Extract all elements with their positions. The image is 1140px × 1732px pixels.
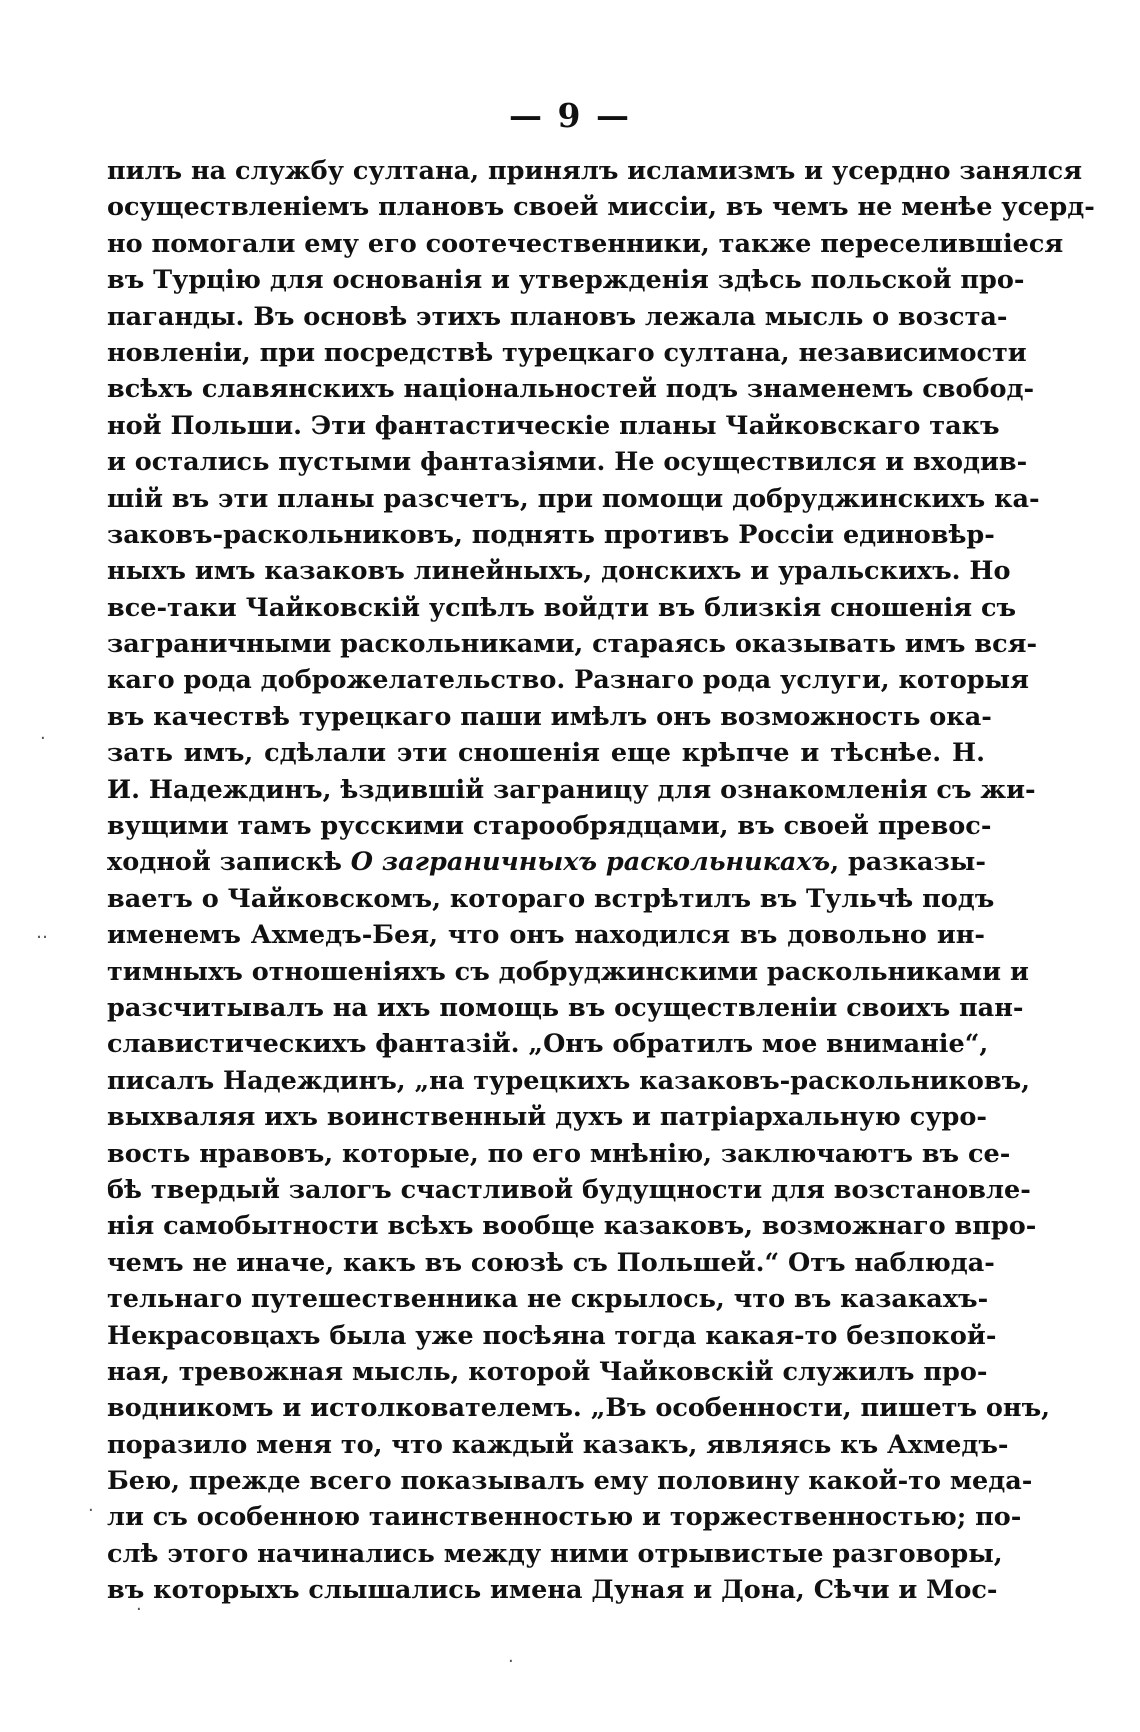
text-line: ной Польши. Эти фантастическіе планы Чайковскаго такъ xyxy=(107,410,1000,441)
page-number: — 9 — xyxy=(509,96,631,135)
text-line: поразило меня то, что каждый казакъ, являясь къ Ахмедъ- xyxy=(107,1429,1009,1460)
text-line: ваетъ о Чайковскомъ, котораго встрѣтилъ въ Тульчѣ подъ xyxy=(107,883,995,914)
text-line: но помогали ему его соотечественники, также переселившіеся xyxy=(107,228,1064,259)
text-line: чемъ не иначе, какъ въ союзѣ съ Польшей.“ Отъ наблюда- xyxy=(107,1247,995,1278)
text-line: вость нравовъ, которые, по его мнѣнію, заключаютъ въ се- xyxy=(107,1138,1011,1169)
text-line: ная, тревожная мысль, которой Чайковскій служилъ про- xyxy=(107,1356,988,1387)
text-line: выхваляя ихъ воинственный духъ и патріархальную суро- xyxy=(107,1102,987,1133)
text-line: всѣхъ славянскихъ національностей подъ знаменемъ свобод- xyxy=(107,374,1035,405)
text-line: разсчитывалъ на ихъ помощь въ осуществленіи своихъ пан- xyxy=(107,992,1024,1023)
text-line: ныхъ имъ казаковъ линейныхъ, донскихъ и уральскихъ. Но xyxy=(107,556,1011,587)
text-line: И. Надеждинъ, ѣздившій заграницу для ознакомленія съ жи- xyxy=(107,774,1036,805)
text-line: заграничными раскольниками, стараясь оказывать имъ вся- xyxy=(107,629,1038,660)
text-line: вущими тамъ русскими старообрядцами, въ своей превос- xyxy=(107,811,992,842)
text-line: водникомъ и истолкователемъ. „Въ особенности, пишетъ онъ, xyxy=(107,1393,1051,1424)
italic-title: О заграничныхъ раскольникахъ xyxy=(350,847,831,878)
text-line: новленіи, при посредствѣ турецкаго султана, независимости xyxy=(107,337,1027,368)
text-line: въ Турцію для основанія и утвержденія здѣсь польской про- xyxy=(107,265,1025,296)
text-line: тимныхъ отношеніяхъ съ добруджинскими раскольниками и xyxy=(107,956,1029,987)
margin-speck: · xyxy=(508,1651,514,1672)
text-line: Бею, прежде всего показывалъ ему половину какой-то меда- xyxy=(107,1466,1033,1497)
text-line: въ качествѣ турецкаго паши имѣлъ онъ возможность ока- xyxy=(107,701,992,732)
text-line: ли съ особенною таинственностью и торжественностью; по- xyxy=(107,1502,1022,1533)
text-line: въ которыхъ слышались имена Дуная и Дона, Сѣчи и Мос- xyxy=(107,1575,998,1606)
text-line: нія самобытности всѣхъ вообще казаковъ, возможнаго впро- xyxy=(107,1211,1037,1242)
text-line: писалъ Надеждинъ, „на турецкихъ казаковъ-раскольниковъ, xyxy=(107,1065,1031,1096)
margin-speck: · xyxy=(88,1500,94,1521)
text-line: осуществленіемъ плановъ своей миссіи, въ чемъ не менѣе усерд- xyxy=(107,192,1095,223)
text-line: заковъ-раскольниковъ, поднять противъ Россіи единовѣр- xyxy=(107,519,995,550)
text-line: славистическихъ фантазій. „Онъ обратилъ мое вниманіе“, xyxy=(107,1029,989,1060)
text-line: каго рода доброжелательство. Разнаго рода услуги, которыя xyxy=(107,665,1029,696)
text-line: и остались пустыми фантазіями. Не осуществился и входив- xyxy=(107,447,1028,478)
body-text xyxy=(107,153,1095,1609)
text-segment: ходной запискѣ xyxy=(107,847,351,878)
text-line: паганды. Въ основѣ этихъ плановъ лежала мысль о возста- xyxy=(107,301,1008,332)
text-line: зать имъ, сдѣлали эти сношенія еще крѣпче и тѣснѣе. Н. xyxy=(107,738,985,769)
text-line: все-таки Чайковскій успѣлъ войдти въ близкія сношенія съ xyxy=(107,592,1017,623)
text-line: слѣ этого начинались между ними отрывистые разговоры, xyxy=(107,1538,1003,1569)
text-segment: , разказы- xyxy=(830,847,986,878)
margin-speck: ‥ xyxy=(36,922,49,943)
text-line: бѣ твердый залогъ счастливой будущности для возстановле- xyxy=(107,1174,1031,1205)
text-line: тельнаго путешественника не скрылось, что въ казакахъ- xyxy=(107,1284,989,1315)
text-line-with-italic-title xyxy=(107,844,985,880)
text-line: шій въ эти планы разсчетъ, при помощи добруджинскихъ ка- xyxy=(107,483,1040,514)
text-line: пилъ на службу султана, принялъ исламизмъ и усердно занялся xyxy=(107,156,1083,186)
text-line: Некрасовцахъ была уже посѣяна тогда какая-то безпокой- xyxy=(107,1320,997,1351)
margin-speck: · xyxy=(40,728,46,749)
margin-speck: · xyxy=(136,1599,142,1620)
text-line: именемъ Ахмедъ-Бея, что онъ находился въ довольно ин- xyxy=(107,920,985,951)
